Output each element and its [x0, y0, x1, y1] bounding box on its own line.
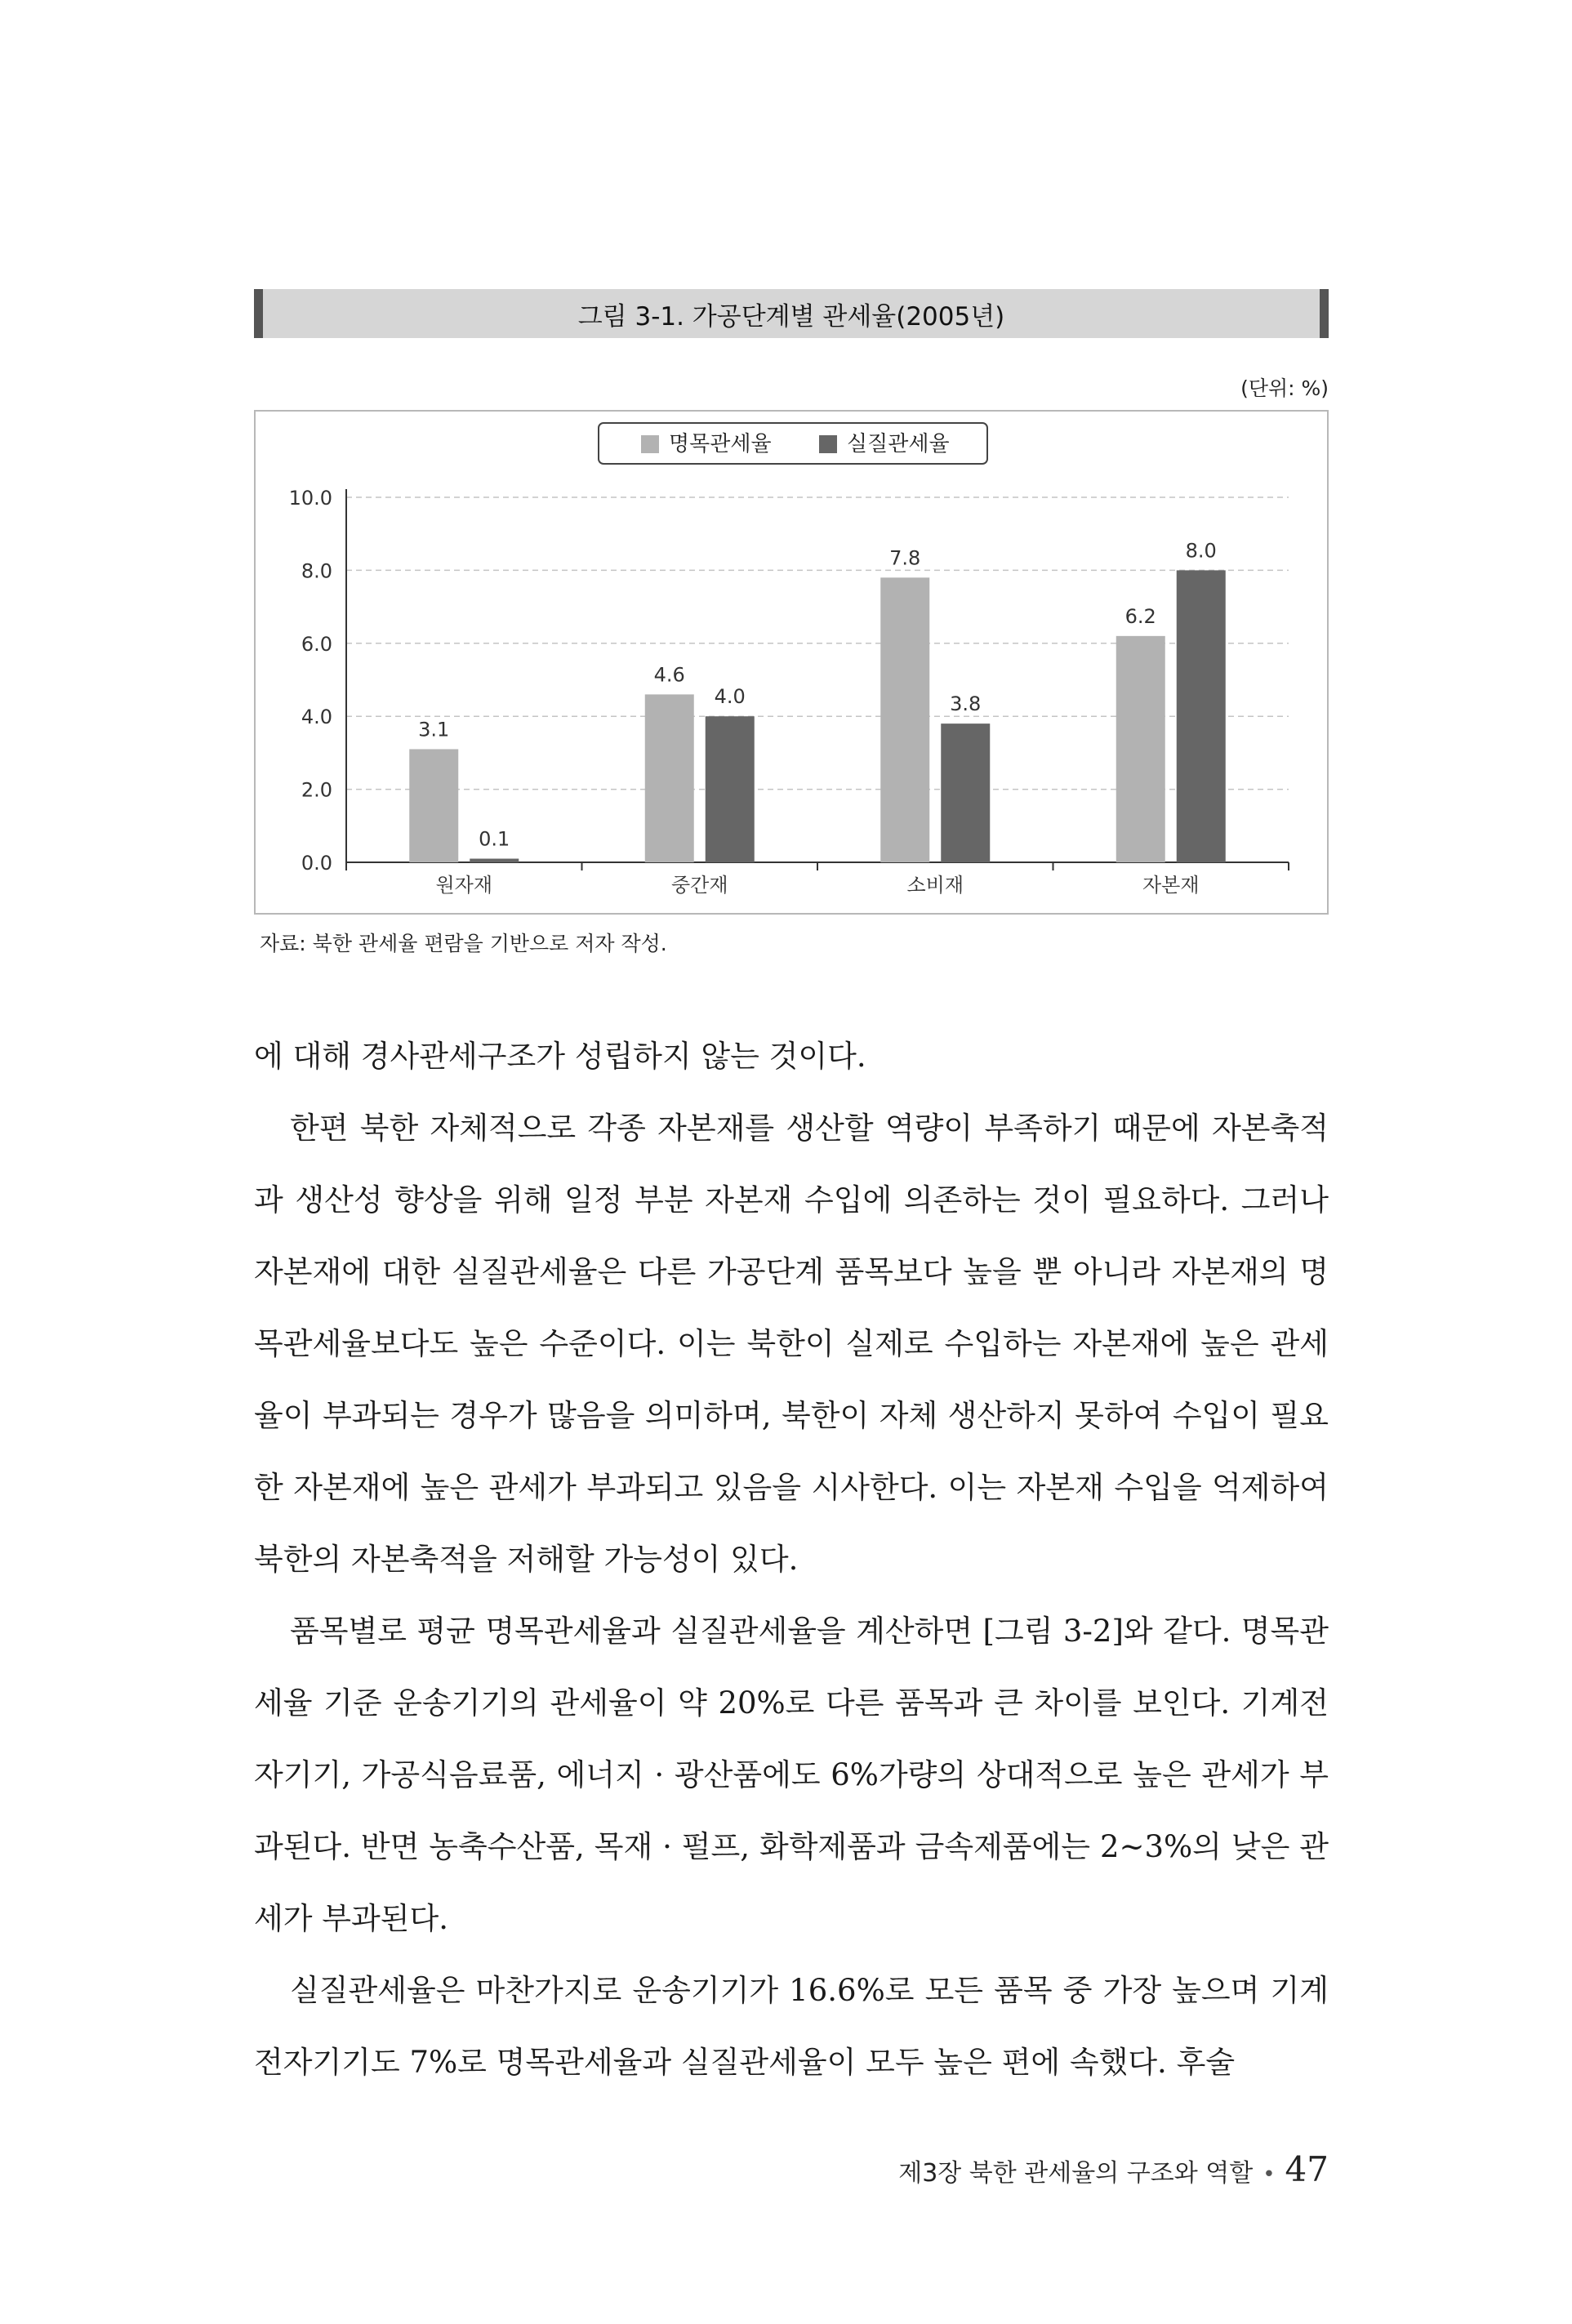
body-text	[254, 1021, 1329, 2099]
bar	[470, 859, 519, 862]
bar	[1116, 636, 1165, 862]
y-tick-label: 4.0	[301, 706, 332, 729]
data-label: 7.8	[889, 546, 921, 570]
y-tick-label: 0.0	[301, 852, 332, 875]
paragraph-1: 에 대해 경사관세구조가 성립하지 않는 것이다.	[254, 1039, 866, 1074]
bar	[880, 577, 929, 862]
bar	[1177, 570, 1226, 862]
figure-title: 그림 3-1. 가공단계별 관세율(2005년)	[254, 289, 1329, 338]
data-label: 8.0	[1185, 539, 1217, 563]
bar	[941, 723, 990, 862]
data-label: 6.2	[1124, 604, 1156, 628]
category-label: 중간재	[670, 874, 728, 897]
y-tick-label: 8.0	[301, 559, 332, 583]
y-tick-label: 6.0	[301, 632, 332, 656]
unit-label: (단위: %)	[1240, 376, 1329, 400]
figure-source: 자료: 북한 관세율 편람을 기반으로 저자 작성.	[260, 932, 667, 955]
chapter-title: 제3장 북한 관세율의 구조와 역할	[898, 2159, 1254, 2188]
bar	[645, 694, 694, 862]
paragraph-3: 품목별로 평균 명목관세율과 실질관세율을 계산하면 [그림 3-2]와 같다. 명목관세율 기준 운송기기의 관세율이 약 20%로 다른 품목과 큰 차이를 보인다. 기계전자기기, 가공식음료품, 에너지 · 광산품에도 6%가량의 상대적으로 높은 관세가 부과된다. 반면 농축수산품, 목재 · 펄프, 화학제품과 금속제품에는 2~3%의 낮은 관세가 부과된다.	[254, 1614, 1329, 1936]
paragraph-2: 한편 북한 자체적으로 각종 자본재를 생산할 역량이 부족하기 때문에 자본축적과 생산성 향상을 위해 일정 부분 자본재 수입에 의존하는 것이 필요하다. 그러나 자본재에 대한 실질관세율은 다른 가공단계 품목보다 높을 뿐 아니라 자본재의 명목관세율보다도 높은 수준이다. 이는 북한이 실제로 수입하는 자본재에 높은 관세율이 부과되는 경우가 많음을 의미하며, 북한이 자체 생산하지 못하여 수입이 필요한 자본재에 높은 관세가 부과되고 있음을 시사한다. 이는 자본재 수입을 억제하여 북한의 자본축적을 저해할 가능성이 있다.	[254, 1111, 1329, 1577]
paragraph-4: 실질관세율은 마찬가지로 운송기기가 16.6%로 모든 품목 중 가장 높으며 기계전자기기도 7%로 명목관세율과 실질관세율이 모두 높은 편에 속했다. 후술	[254, 1973, 1329, 2080]
data-label: 4.0	[714, 685, 746, 709]
y-tick-label: 10.0	[288, 487, 332, 510]
legend-swatch	[641, 435, 659, 453]
bar-chart	[256, 412, 1327, 913]
legend-label: 명목관세율	[669, 432, 772, 456]
legend-swatch	[819, 435, 837, 453]
category-label: 원자재	[435, 874, 493, 897]
category-label: 소비재	[906, 874, 964, 897]
data-label: 3.1	[418, 718, 450, 741]
legend-label: 실질관세율	[847, 432, 950, 456]
bar	[706, 716, 755, 862]
data-label: 0.1	[479, 827, 510, 851]
category-label: 자본재	[1142, 874, 1200, 897]
data-label: 4.6	[653, 663, 685, 687]
page-footer	[898, 2149, 1329, 2189]
footer-bullet: •	[1262, 2162, 1276, 2187]
page-number: 47	[1285, 2149, 1329, 2189]
bar	[409, 749, 458, 862]
data-label: 3.8	[950, 692, 982, 716]
chart-frame	[254, 410, 1329, 915]
y-tick-label: 2.0	[301, 778, 332, 802]
